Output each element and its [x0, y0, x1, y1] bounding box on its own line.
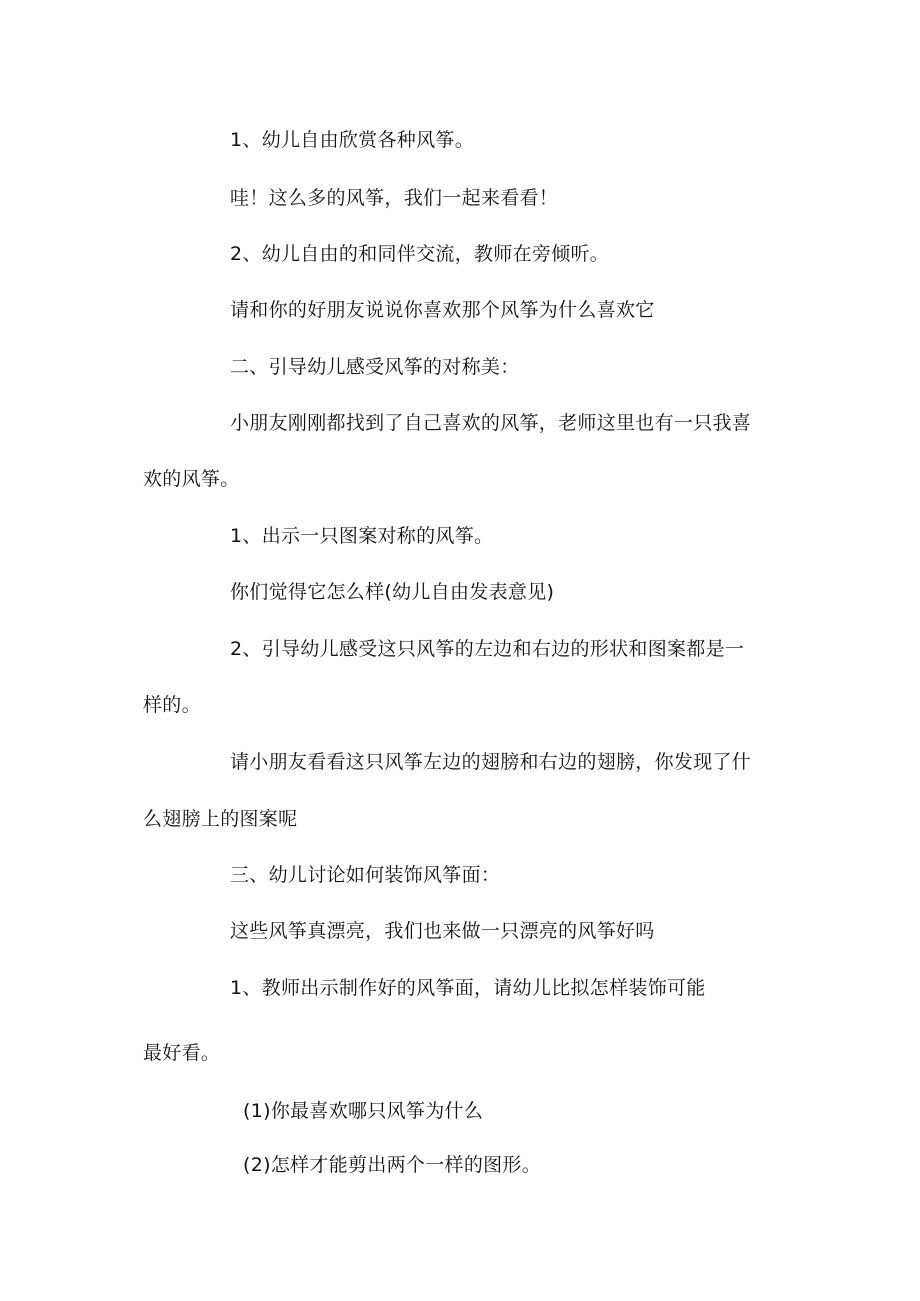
text-line: 2、引导幼儿感受这只风筝的左边和右边的形状和图案都是一	[230, 638, 745, 660]
text-line: 么翅膀上的图案呢	[143, 808, 298, 830]
text-line: 请小朋友看看这只风筝左边的翅膀和右边的翅膀，你发现了什	[230, 751, 752, 773]
section-heading: 二、引导幼儿感受风筝的对称美：	[230, 356, 520, 378]
text-line: 请和你的好朋友说说你喜欢那个风筝为什么喜欢它	[230, 299, 655, 321]
text-line: 2、幼儿自由的和同伴交流，教师在旁倾听。	[230, 243, 610, 265]
text-line: 最好看。	[143, 1042, 221, 1064]
text-line: 小朋友刚刚都找到了自己喜欢的风筝，老师这里也有一只我喜	[230, 412, 752, 434]
list-item: (2)怎样才能剪出两个一样的图形。	[243, 1154, 542, 1176]
section-heading: 三、幼儿讨论如何装饰风筝面：	[230, 864, 501, 886]
text-line: 1、幼儿自由欣赏各种风筝。	[230, 129, 474, 151]
text-line: 哇！这么多的风筝，我们一起来看看！	[230, 187, 559, 209]
text-line: 1、出示一只图案对称的风筝。	[230, 525, 494, 547]
text-line: 样的。	[143, 694, 201, 716]
text-line: 欢的风筝。	[143, 468, 240, 490]
text-line: 这些风筝真漂亮，我们也来做一只漂亮的风筝好吗	[230, 920, 655, 942]
list-item: (1)你最喜欢哪只风筝为什么	[243, 1100, 484, 1122]
text-line: 1、教师出示制作好的风筝面，请幼儿比拟怎样装饰可能	[230, 977, 706, 999]
text-line: 你们觉得它怎么样(幼儿自由发表意见)	[230, 581, 555, 603]
